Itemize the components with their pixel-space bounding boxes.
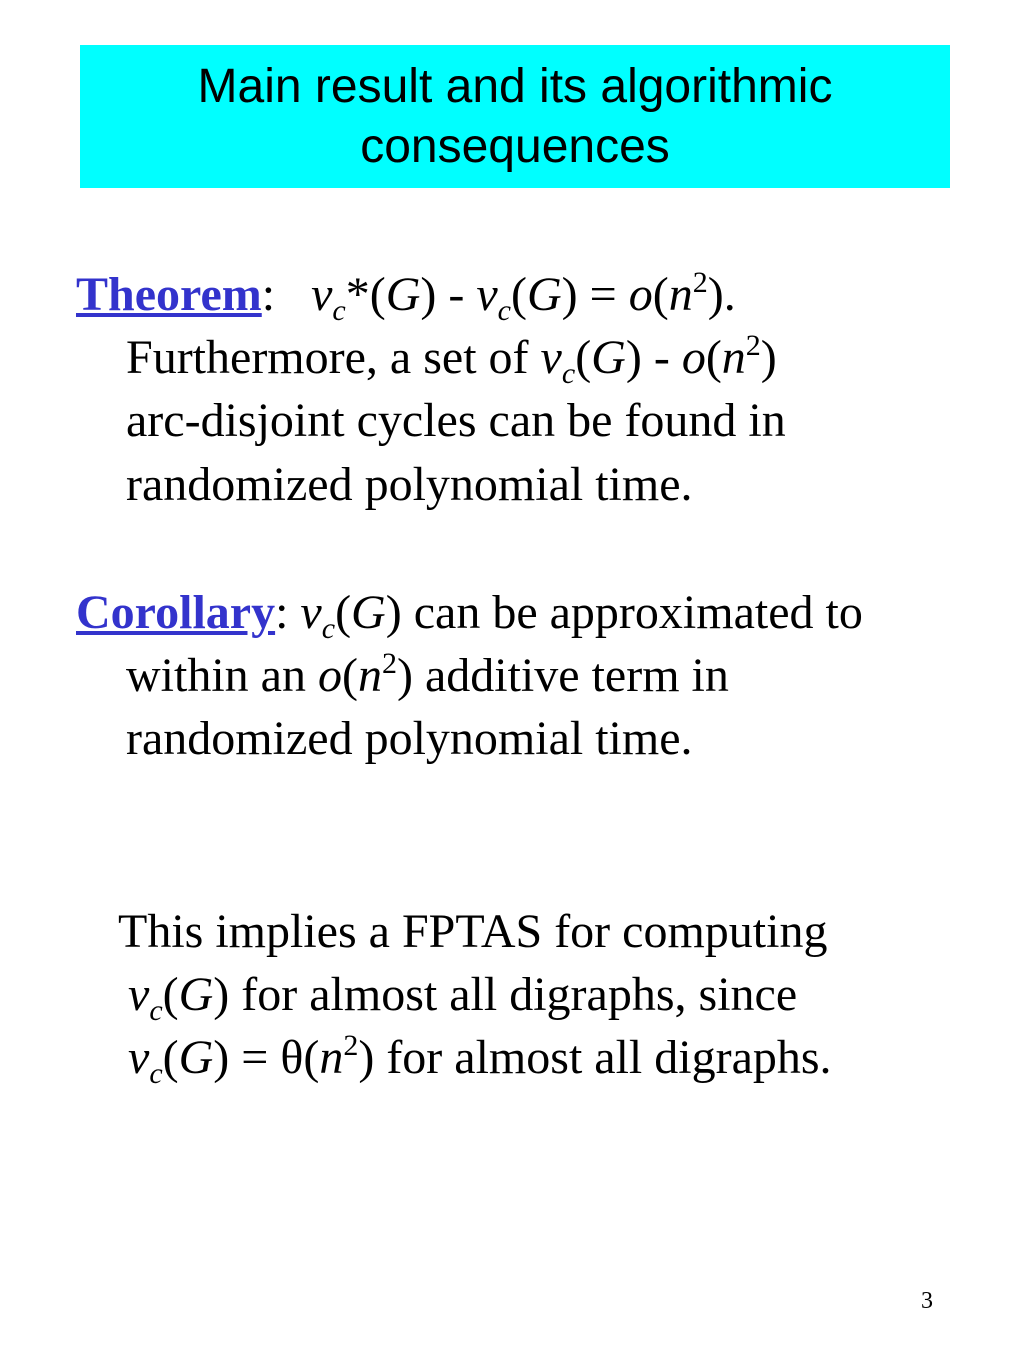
corollary-line-3: randomized polynomial time. [126,712,693,765]
remark-line-3: $v_c(G) = \theta(n^2)$ for almost all digraphs. [128,1029,832,1090]
theorem-line-4: randomized polynomial time. [126,458,693,511]
slide-title [80,45,950,188]
corollary-label: Corollary [76,586,276,639]
theorem-colon: : [261,268,276,321]
theorem-line-2: Furthermore, a set of $v_c(G) - o(n^2)$ [126,329,777,390]
page-number: 3 [921,1288,933,1314]
corollary-line-1: Corollary: $v_c(G)$ can be approximated to [76,586,863,645]
theorem-line-3: arc-disjoint cycles can be found in [126,394,786,447]
remark-line-2: $v_c(G)$ for almost all digraphs, since [128,968,798,1027]
corollary-line-2: within an $o(n^2)$ additive term in [126,647,729,702]
theorem-label: Theorem [76,268,262,321]
theorem-line-1: Theorem: $v_c*(G) - v_c(G) = o(n^2)$. [76,266,736,327]
corollary-colon: : [275,586,289,639]
slide-title-line-1: Main result and its algorithmic [197,59,833,113]
slide-title-line-2: consequences [360,119,670,173]
remark-line-1: This implies a FPTAS for computing [118,905,828,958]
